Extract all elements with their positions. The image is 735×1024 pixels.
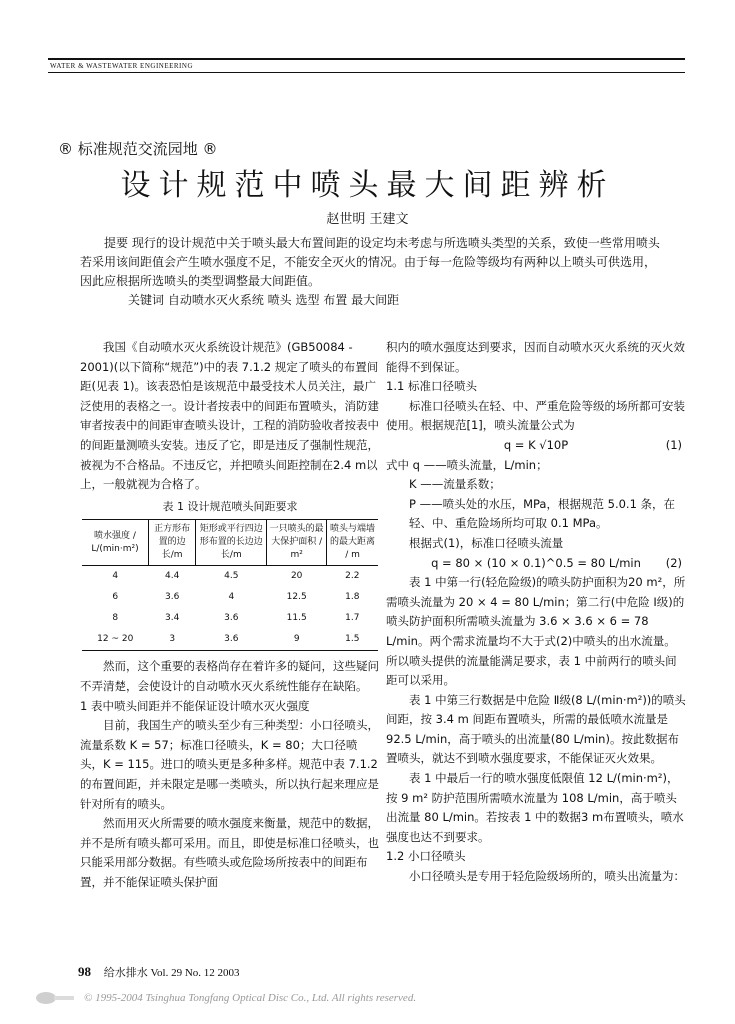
right-paragraph-3: 根据式(1)，标准口径喷头流量 [409,535,564,550]
copyright-notice: © 1995-2004 Tsinghua Tongfang Optical Disc Co., Ltd. All rights reserved. [84,992,417,1004]
article-title: 设计规范中喷头最大间距辨析 [120,168,615,203]
equation-2 [386,554,686,574]
table-header-cell: 一只喷头的最大保护面积 / m² [267,520,327,566]
equation-2-body: q = 80 × (10 × 0.1)^0.5 = 80 L/min [431,555,641,570]
table-header-cell: 正方形布置的边长/m [149,520,196,566]
definition-p: P ——喷头处的水压，MPa，根据规范 5.0.1 条，在轻、中、重危险场所均可取 0.1 MPa。 [409,496,676,531]
right-paragraph-1: 积内的喷水强度达到要求，因而自动喷水灭火系统的灭火效能得不到保证。 [386,340,685,374]
table-cell: 4.5 [224,571,239,582]
table-cell: 1.5 [327,629,378,651]
footer-journal: 给水排水 Vol. 29 No. 12 2003 [103,967,240,979]
table-cell: 4.4 [165,571,180,582]
definition-k: K ——流量系数； [409,477,501,492]
page-number: 98 [78,964,91,979]
header-rule-top [48,58,685,60]
keywords: 关键词 自动喷水灭火系统 喷头 选型 布置 最大间距 [128,293,400,307]
section-1-1-heading: 1.1 标准口径喷头 [386,379,477,394]
table-cell: 1.7 [345,613,360,624]
table-cell: 11.5 [286,613,307,624]
left-paragraph-1: 我国《自动喷水灭火系统设计规范》(GB50084 - 2001)(以下简称“规范”)中的表 7.1.2 规定了喷头的布置间距(见表 1)。该表恐怕是该规范中最受技术人员关注，最广泛使用的表格之一。设计者按表中的间距布置喷头，消防建审者按表中的间距审查喷头设计，工程的消防验收者按表中的间距量测喷头安装。违反了它，即是违反了强制性规范，被视为不合格品。不违反它，并把喷头间距控制在2.4 m以上，一般就视为合格了。 [80,340,379,492]
right-paragraph-4: 表 1 中第一行(轻危险级)的喷头防护面积为20 m²，所需喷头流量为 20 × 4 = 80 L/min；第二行(中危险 Ⅰ级)的喷头防护面积所需喷头流量为 3.6 × 3.6 × 6 = 78 L/min。两个需求流量均不大于式(2)中喷头的出水流量。所以喷头提供的流量能满足要求，表 1 中前两行的喷头间距可以采用。 [386,575,686,688]
table-caption: 表 1 设计规范喷头间距要求 [162,499,298,513]
table-row [82,629,378,651]
table-cell: 4 [112,571,119,582]
publisher-logo-icon [34,990,76,1006]
definition-q: 式中 q ——喷头流量，L/min； [386,457,548,472]
table-header-cell: 喷水强度 / L/(min·m²) [82,520,149,566]
abstract-text: 提要 现行的设计规范中关于喷头最大布置间距的设定均未考虑与所选喷头类型的关系，致使一些常用喷头若采用该间距值会产生喷水强度不足，不能安全灭火的情况。由于每一危险等级均有两种以上喷头可供选用，因此应根据所选喷头的类型调整最大间距值。 [80,236,660,288]
right-paragraph-7: 小口径喷头是专用于轻危险级场所的，喷头出流量为： [409,869,685,884]
equation-1-body: q = K √10P [503,437,569,452]
left-column [80,338,380,892]
table-cell: 12.5 [286,592,307,603]
spacing-table [82,519,378,651]
table-cell: 1.8 [345,592,360,603]
table-header-row [82,520,378,566]
header-rule-bottom [48,72,685,73]
journal-header: WATER & WASTEWATER ENGINEERING [50,62,193,70]
column-tag: ® 标准规范交流园地 ® [58,140,218,158]
table-cell: 2.2 [345,571,360,582]
section-1-heading: 1 表中喷头间距并不能保证设计喷水灭火强度 [80,698,310,713]
table-cell: 3.4 [165,613,180,624]
abstract [80,234,660,310]
equation-2-number: (2) [665,555,682,570]
table-row [82,608,378,629]
table-cell: 3.6 [196,629,267,651]
table-cell: 9 [267,629,327,651]
left-paragraph-3: 目前，我国生产的喷头至少有三种类型：小口径喷头，流量系数 K = 57；标准口径喷头，K = 80；大口径喷头，K = 115。进口的喷头更是多种多样。规范中表 7.1.2 的布置间距，并未限定是哪一类喷头，所以执行起来理应是针对所有的喷头。 [80,718,379,811]
table-cell: 20 [290,571,303,582]
table-header-cell: 矩形或平行四边形布置的长边边长/m [196,520,267,566]
left-paragraph-2: 然而，这个重要的表格尚存在着许多的疑问，这些疑问不弄清楚，会使设计的自动喷水灭火系统性能存在缺陷。 [80,659,379,693]
equation-1 [386,436,686,456]
table-cell: 3.6 [165,592,180,603]
authors: 赵世明 王建文 [326,212,409,227]
right-paragraph-6: 表 1 中最后一行的喷水强度低限值 12 L/(min·m²)，按 9 m² 防护范围所需喷水流量为 108 L/min，高于喷头出流量 80 L/min。若按表 1 中的数据3 m布置喷头，喷水强度也达不到要求。 [386,771,684,844]
right-paragraph-5: 表 1 中第三行数据是中危险 Ⅱ级(8 L/(min·m²))的喷头间距，按 3.4 m 间距布置喷头，所需的最低喷水流量是 92.5 L/min，高于喷头的出流量(80 L/min)。按此数据布置喷头，就达不到喷水强度要求，不能保证灭火效果。 [386,692,686,766]
table-cell: 8 [112,613,119,624]
left-paragraph-4: 然而用灭火所需要的喷水强度来衡量，规范中的数据，并不是所有喷头都可采用。而且，即使是标准口径喷头，也只能采用部分数据。有些喷头或危险场所按表中的间距布置，并不能保证喷头保护面 [80,816,379,889]
table-row [82,566,378,588]
equation-1-number: (1) [665,437,682,452]
table-cell: 6 [112,592,119,603]
right-column [386,338,686,887]
page-footer [78,964,240,980]
table-cell: 3 [149,629,196,651]
table-row [82,587,378,608]
table-cell: 3.6 [224,613,239,624]
table-header-cell: 喷头与端墙的最大距离 / m [327,520,378,566]
section-1-2-heading: 1.2 小口径喷头 [386,849,466,864]
right-paragraph-2: 标准口径喷头在轻、中、严重危险等级的场所都可安装使用。根据规范[1]，喷头流量公式为 [386,398,685,433]
table-cell: 12 ~ 20 [82,629,149,651]
table-cell: 4 [228,592,235,603]
